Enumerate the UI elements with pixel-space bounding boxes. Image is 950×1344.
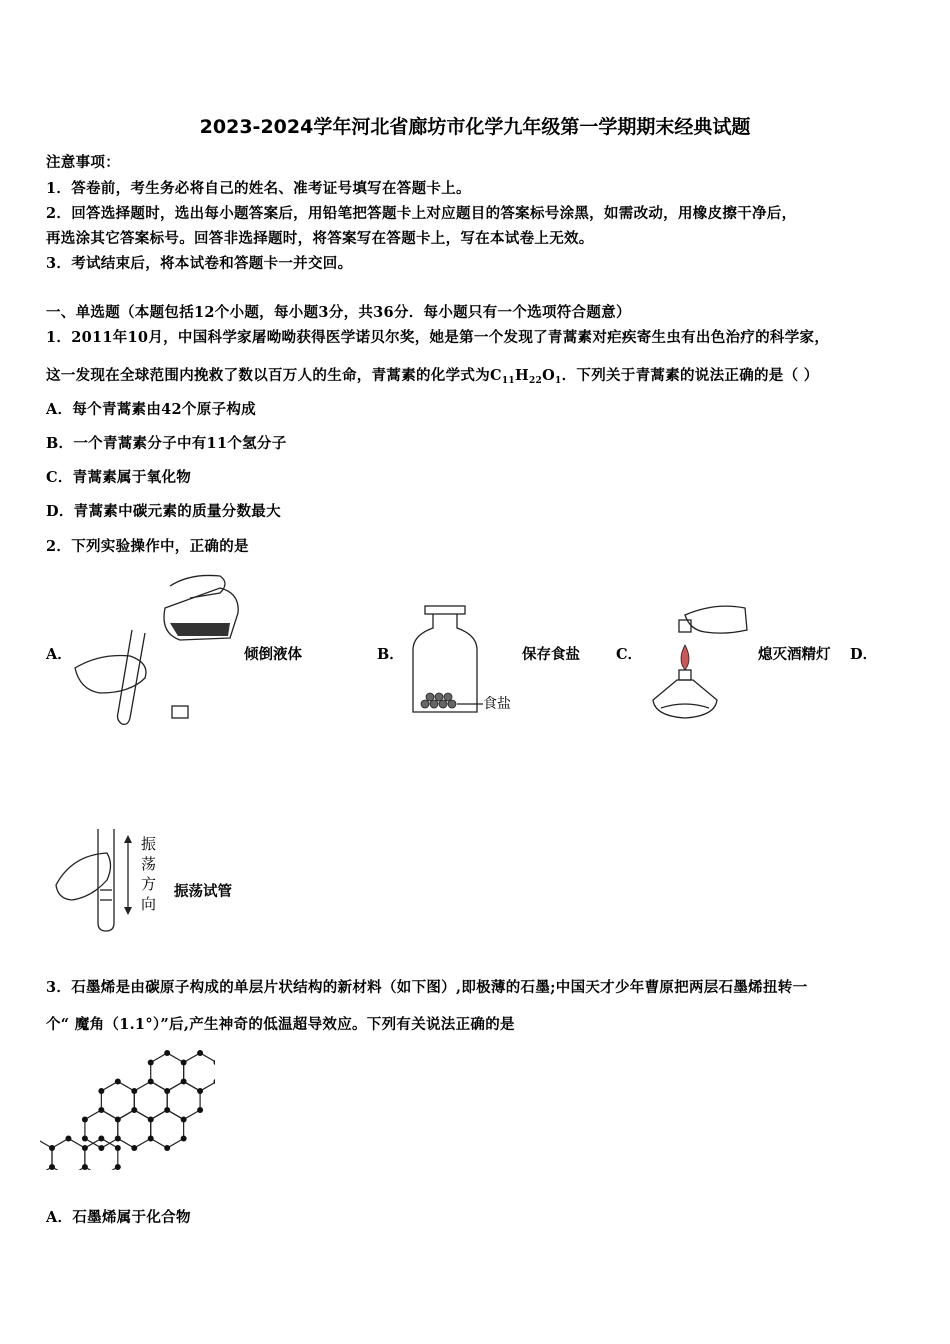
shake-caption: 振荡试管 — [174, 883, 232, 900]
q1-stem: 1．2011年10月，中国科学家屠呦呦获得医学诺贝尔奖，她是第一个发现了青蒿素对疟疾寄生虫有出色治疗的科学家， — [46, 329, 830, 346]
graphene-hexagon — [151, 1053, 184, 1091]
q2-option-d-label: D． — [850, 646, 878, 663]
carbon-atom — [49, 1164, 55, 1170]
graphene-hexagon — [85, 1139, 118, 1171]
carbon-atom — [98, 1107, 104, 1113]
graphene-hexagon — [167, 1082, 200, 1120]
q1-option-a: A．每个青蒿素由42个原子构成 — [46, 401, 256, 418]
carbon-atom — [49, 1145, 55, 1151]
shake-label-4: 向 — [141, 895, 157, 913]
carbon-atom — [98, 1088, 104, 1094]
carbon-atom — [115, 1117, 121, 1123]
carbon-atom — [115, 1145, 121, 1151]
carbon-atom — [164, 1107, 170, 1113]
q1-option-d: D．青蒿素中碳元素的质量分数最大 — [46, 503, 281, 520]
graphene-hexagon — [101, 1082, 134, 1120]
pour-liquid-caption: 倾倒液体 — [244, 646, 302, 663]
graphene-hexagon — [52, 1139, 85, 1171]
alcohol-lamp-figure — [645, 600, 755, 725]
carbon-atom — [148, 1136, 154, 1142]
carbon-atom — [98, 1145, 104, 1151]
graphene-hexagon — [184, 1053, 215, 1091]
graphene-lattice-figure — [40, 1050, 215, 1170]
section-heading: 一、单选题（本题包括12个小题，每小题3分，共36分．每小题只有一个选项符合题意） — [46, 304, 631, 321]
q2-option-c-label: C． — [616, 646, 643, 663]
graphene-hexagon — [118, 1110, 151, 1148]
q3-stem-cont: 个“ 魔角（1.1°）”后,产生神奇的低温超导效应。下列有关说法正确的是 — [46, 1016, 515, 1033]
carbon-atom — [65, 1136, 71, 1142]
q1-option-b: B．一个青蒿素分子中有11个氢分子 — [46, 435, 287, 452]
pour-liquid-figure — [70, 568, 245, 728]
graphene-hexagon — [85, 1110, 118, 1148]
carbon-atom — [164, 1050, 170, 1056]
notice-item: 3．考试结束后，将本试卷和答题卡一并交回。 — [46, 255, 353, 272]
lamp-caption: 熄灭酒精灯 — [758, 646, 831, 663]
carbon-atom — [82, 1164, 88, 1170]
graphene-hexagon — [151, 1110, 184, 1148]
notice-heading: 注意事项： — [46, 154, 120, 171]
q1-option-c: C．青蒿素属于氧化物 — [46, 469, 192, 486]
carbon-atom — [82, 1117, 88, 1123]
carbon-atom — [197, 1050, 203, 1056]
carbon-atom — [148, 1060, 154, 1066]
notice-item: 再选涂其它答案标号。回答非选择题时，将答案写在答题卡上，写在本试卷上无效。 — [46, 230, 594, 247]
notice-item: 2．回答选择题时，选出每小题答案后，用铅笔把答题卡上对应题目的答案标号涂黑，如需改动，用橡皮擦干净后， — [46, 205, 797, 222]
shake-label-1: 振 — [141, 835, 157, 853]
carbon-atom — [115, 1079, 121, 1085]
carbon-atom — [181, 1136, 187, 1142]
q2-option-b-label: B． — [377, 646, 404, 663]
carbon-atom — [115, 1164, 121, 1170]
carbon-atom — [115, 1136, 121, 1142]
carbon-atom — [98, 1136, 104, 1142]
salt-label: 食盐 — [483, 696, 511, 712]
carbon-atom — [164, 1145, 170, 1151]
carbon-atom — [181, 1117, 187, 1123]
page-title: 2023-2024学年河北省廊坊市化学九年级第一学期期末经典试题 — [199, 116, 751, 138]
carbon-atom — [131, 1107, 137, 1113]
carbon-atom — [82, 1145, 88, 1151]
carbon-atom — [197, 1088, 203, 1094]
shake-tube-figure — [52, 825, 172, 935]
salt-caption: 保存食盐 — [522, 646, 580, 663]
carbon-atom — [82, 1136, 88, 1142]
shake-label-2: 荡 — [141, 855, 157, 873]
salt-bottle-figure — [405, 600, 525, 720]
q2-stem: 2．下列实验操作中，正确的是 — [46, 538, 249, 555]
carbon-atom — [131, 1145, 137, 1151]
q3-option-a: A．石墨烯属于化合物 — [46, 1209, 191, 1226]
carbon-atom — [148, 1079, 154, 1085]
notice-item: 1．答卷前，考生务必将自己的姓名、准考证号填写在答题卡上。 — [46, 180, 471, 197]
carbon-atom — [164, 1088, 170, 1094]
carbon-atom — [197, 1107, 203, 1113]
graphene-hexagon — [134, 1082, 167, 1120]
q3-stem: 3．石墨烯是由碳原子构成的单层片状结构的新材料（如下图）,即极薄的石墨;中国天才少年曹原把两层石墨烯扭转一 — [46, 979, 808, 996]
carbon-atom — [148, 1117, 154, 1123]
carbon-atom — [181, 1079, 187, 1085]
shake-label-3: 方 — [141, 875, 157, 893]
q2-option-a-label: A． — [46, 646, 72, 663]
carbon-atom — [131, 1088, 137, 1094]
carbon-atom — [181, 1060, 187, 1066]
q1-stem-formula: 这一发现在全球范围内挽救了数以百万人的生命，青蒿素的化学式为$C_{11}H_{22}O_1$．下列关于青蒿素的说法正确的是（ ） — [46, 367, 819, 386]
